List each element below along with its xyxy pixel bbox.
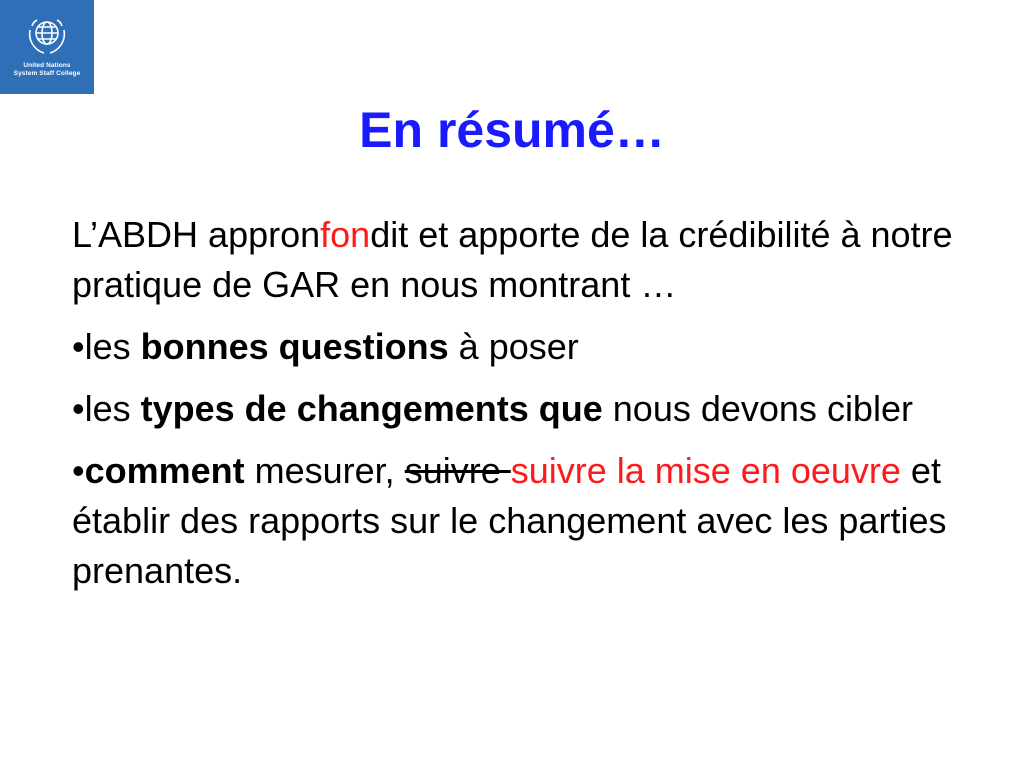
bullet-1-bold: bonnes questions xyxy=(140,326,449,367)
bullet-2-post: nous devons cibler xyxy=(602,388,913,429)
un-emblem-icon xyxy=(24,12,70,58)
bullet-item-2 xyxy=(72,384,992,434)
unssc-logo xyxy=(0,0,94,94)
bullet-marker: • xyxy=(72,388,85,429)
slide-title: En résumé… xyxy=(359,102,665,158)
bullet-3-highlight: suivre la mise en oeuvre xyxy=(510,450,901,491)
bullet-marker: • xyxy=(72,326,85,367)
slide-body xyxy=(72,210,992,608)
bullet-item-1 xyxy=(72,322,992,372)
bullet-2-bold: types de changements que xyxy=(140,388,603,429)
intro-text-1: L’ABDH appron xyxy=(72,214,321,255)
bullet-marker: • xyxy=(72,450,85,491)
intro-highlight: fon xyxy=(320,214,371,255)
bullet-3-strikethrough: suivre xyxy=(404,450,511,491)
bullet-1-post: à poser xyxy=(448,326,579,367)
bullet-1-pre: les xyxy=(84,326,141,367)
bullet-3-text-2: et établir des rapports sur le changement avec les parties prenantes. xyxy=(72,450,947,591)
bullet-3-text-1: mesurer, xyxy=(244,450,405,491)
logo-line-1: United Nations xyxy=(23,62,71,69)
bullet-2-pre: les xyxy=(84,388,141,429)
intro-paragraph xyxy=(72,210,992,310)
logo-text xyxy=(14,62,81,78)
bullet-3-bold: comment xyxy=(84,450,245,491)
bullet-item-3 xyxy=(72,446,992,596)
intro-text-2: dit et apporte de la crédibilité à notre pratique de GAR en nous montrant … xyxy=(72,214,953,305)
logo-line-2: System Staff College xyxy=(13,70,81,77)
